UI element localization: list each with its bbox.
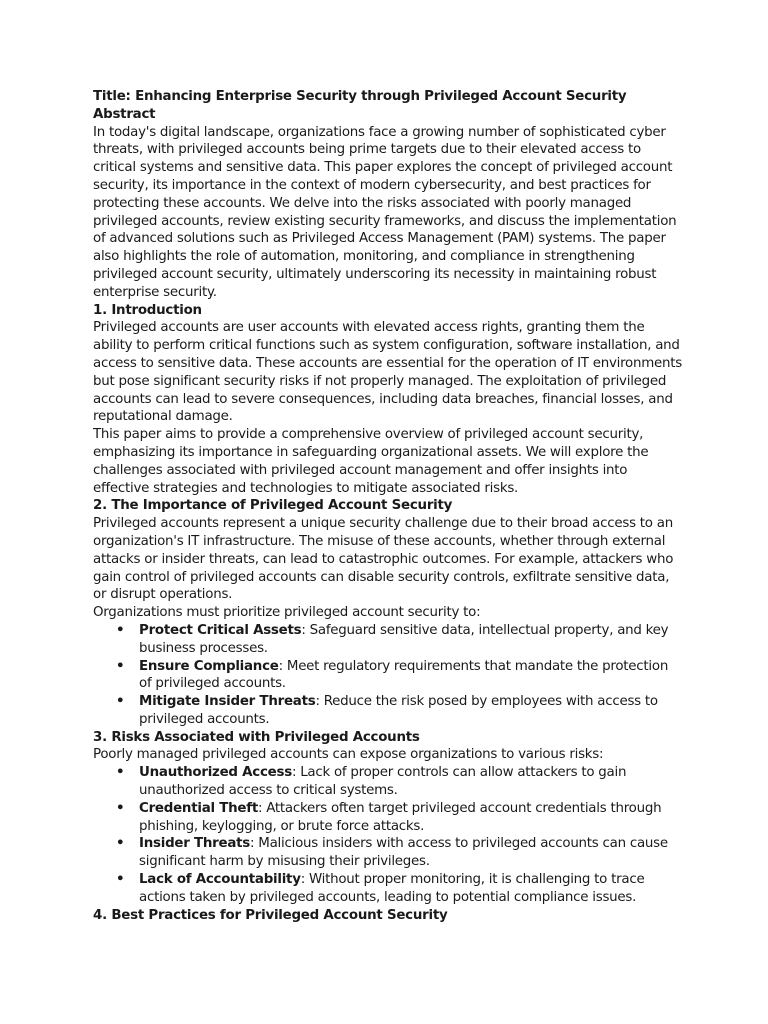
importance-bullet-list [93, 622, 683, 729]
importance-paragraph-1: Privileged accounts represent a unique security challenge due to their broad access to an organization's IT infrastructure. The misuse of these accounts, whether through external attacks or insider threats, can lead to catastrophic outcomes. For example, attackers who gain control of privileged accounts can disable security controls, exfiltrate sensitive data, or disrupt operations. [93, 516, 674, 603]
bullet-icon: • [116, 872, 125, 888]
list-item-term: Protect Critical Assets [139, 622, 302, 638]
abstract-paragraph: In today's digital landscape, organizations face a growing number of sophisticated cyber threats, with privileged accounts being prime targets due to their elevated access to critical systems and sensitive data. This paper explores the concept of privileged account security, its importance in the context of modern cybersecurity, and best practices for protecting these accounts. We delve into the risks associated with poorly managed privileged accounts, review existing security frameworks, and discuss the implementation of advanced solutions such as Privileged Access Management (PAM) systems. The paper also highlights the role of automation, monitoring, and compliance in strengthening privileged account security, ultimately underscoring its necessity in maintaining robust enterprise security. [93, 124, 677, 300]
list-item-text: : Meet regulatory requirements that mandate the protection of privileged accounts. [139, 658, 669, 692]
list-item-text: : Attackers often target privileged account credentials through phishing, keylogging, or brute force attacks. [139, 800, 662, 834]
list-item [116, 622, 683, 658]
list-item [116, 871, 683, 907]
document-page [93, 88, 683, 924]
list-item-text: : Safeguard sensitive data, intellectual property, and key business processes. [139, 622, 669, 656]
section-heading-risks: 3. Risks Associated with Privileged Accounts [93, 729, 420, 745]
list-item-text: : Lack of proper controls can allow attackers to gain unauthorized access to critical systems. [139, 765, 627, 799]
list-item-term: Lack of Accountability [139, 872, 301, 888]
introduction-paragraph-1: Privileged accounts are user accounts with elevated access rights, granting them the ability to perform critical functions such as system configuration, software installation, and access to sensitive data. These accounts are essential for the operation of IT environments but pose significant security risks if not properly managed. The exploitation of privileged accounts can lead to severe consequences, including data breaches, financial losses, and reputational damage. [93, 320, 682, 425]
list-item [116, 658, 683, 694]
list-item-text: : Without proper monitoring, it is challenging to trace actions taken by privileged accounts, leading to potential compliance issues. [139, 872, 645, 905]
list-item [116, 764, 683, 800]
abstract-heading: Abstract [93, 106, 156, 122]
bullet-icon: • [116, 622, 125, 638]
list-item-term: Insider Threats [139, 836, 251, 852]
bullet-icon: • [116, 800, 125, 816]
list-item-text: : Reduce the risk posed by employees with access to privileged accounts. [139, 694, 658, 727]
importance-paragraph-2: Organizations must prioritize privileged account security to: [93, 605, 481, 621]
bullet-icon: • [116, 658, 125, 674]
list-item [116, 693, 683, 729]
section-heading-best-practices: 4. Best Practices for Privileged Account Security [93, 907, 448, 923]
list-item [116, 800, 683, 836]
bullet-icon: • [116, 694, 125, 710]
list-item-term: Ensure Compliance [139, 658, 279, 674]
section-heading-introduction: 1. Introduction [93, 302, 202, 318]
section-heading-importance: 2. The Importance of Privileged Account Security [93, 498, 453, 514]
list-item-term: Mitigate Insider Threats [139, 694, 316, 710]
list-item-text: : Malicious insiders with access to privileged accounts can cause significant harm by misusing their privileges. [139, 836, 668, 870]
introduction-paragraph-2: This paper aims to provide a comprehensive overview of privileged account security, emphasizing its importance in safeguarding organizational assets. We will explore the challenges associated with privileged account management and offer insights into effective strategies and technologies to mitigate associated risks. [93, 427, 649, 496]
risks-paragraph-1: Poorly managed privileged accounts can expose organizations to various risks: [93, 747, 604, 763]
list-item-term: Credential Theft [139, 800, 258, 816]
list-item-term: Unauthorized Access [139, 765, 292, 781]
list-item [116, 835, 683, 871]
document-title: Title: Enhancing Enterprise Security through Privileged Account Security [93, 89, 627, 104]
risks-bullet-list [93, 764, 683, 906]
bullet-icon: • [116, 765, 125, 781]
bullet-icon: • [116, 836, 125, 852]
